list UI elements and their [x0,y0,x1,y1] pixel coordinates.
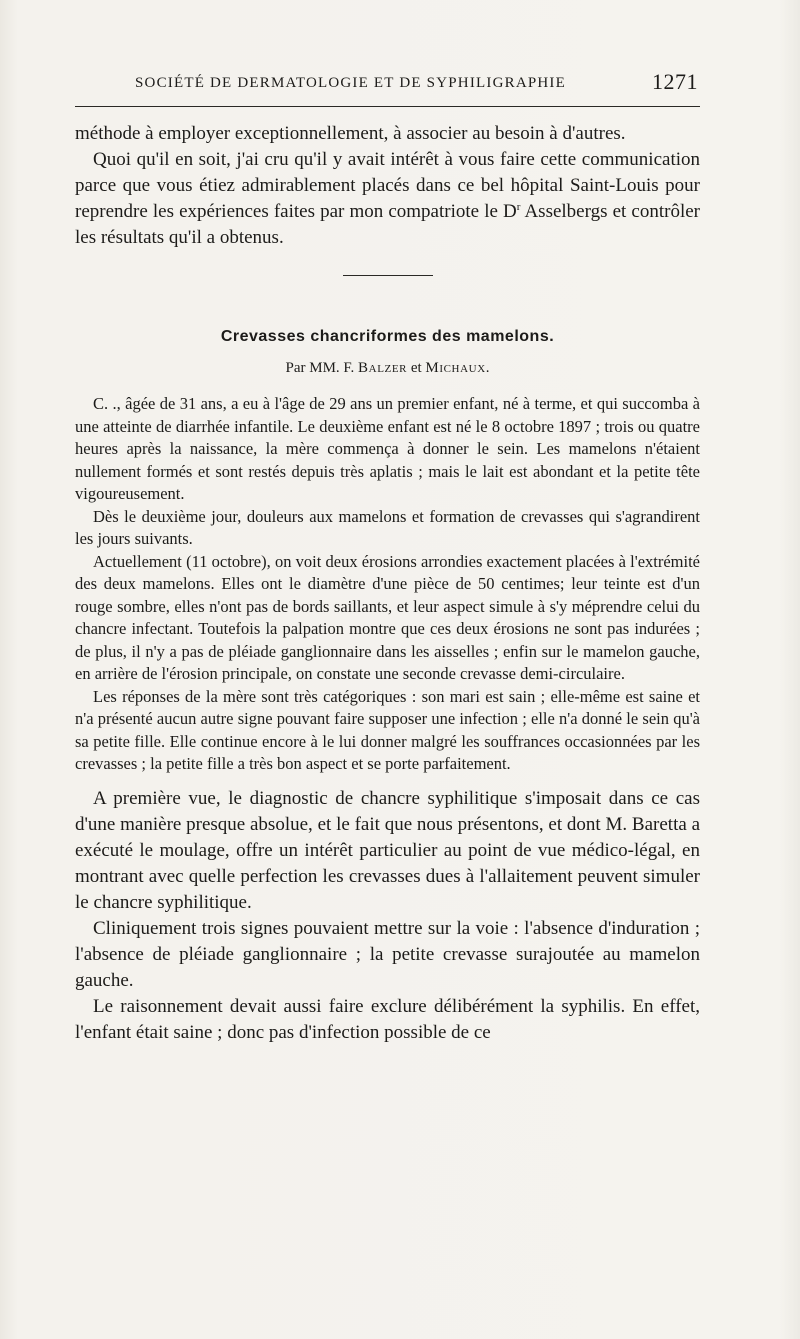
byline-and: et [407,360,426,376]
page-header [75,68,700,102]
case-paragraph: Actuellement (11 octobre), on voit deux érosions arrondies exactement placées à l'extrémité des deux mamelons. Elles ont le diamètre d'une pièce de 50 centimes; leur teinte est d'un rouge sombre, elles n'ont pas de bords saillants, et leur aspect simule à s'y méprendre celui du chancre infectant. Toutefois la palpation montre que ces deux érosions ne sont pas indurées ; de plus, il n'y a pas de pléiade ganglionnaire dans les aisselles ; enfin sur le mamelon gauche, en arrière de l'érosion principale, on constate une seconde crevasse demi-circulaire. [75,551,700,683]
case-paragraph: Dès le deuxième jour, douleurs aux mamelons et formation de crevasses qui s'agrandirent les jours suivants. [75,506,700,548]
article-title: Crevasses chancriformes des mamelons. [220,328,555,345]
intro-text: Quoi qu'il en soit, j'ai cru qu'il y avait intérêt à vous faire cette communication parce que vous étiez admirablement placés dans ce bel hôpital Saint-Louis pour reprendre les expériences faites par mon compatriote le D [75,149,700,222]
spacer [75,776,700,786]
discussion-paragraph: Cliniquement trois signes pouvaient mettre sur la voie : l'absence d'induration ; l'absence de pléiade ganglionnaire ; la petite crevasse surajoutée au mamelon gauche. [75,917,700,991]
intro-paragraph: méthode à employer exceptionnellement, à associer au besoin à d'autres. [75,123,626,144]
discussion-paragraph: A première vue, le diagnostic de chancre syphilitique s'imposait dans ce cas d'une manière presque absolue, et le fait que nous présentons, et dont M. Baretta a exécuté le moulage, offre un intérêt particulier au point de vue médico-légal, en montrant avec quelle perfection les crevasses dues à l'allaitement peuvent simuler le chancre syphilitique. [75,787,700,913]
intro-paragraph [75,147,700,251]
page-body [75,121,700,1046]
header-rule [75,106,700,107]
page-number: 1271 [652,69,698,94]
case-report [75,393,700,776]
discussion-paragraph: Le raisonnement devait aussi faire exclure délibérément la syphilis. En effet, l'enfant était saine ; donc pas d'infection possible de ce [75,995,700,1043]
superscript: r [516,201,521,213]
byline-prefix: Par MM. F. [285,360,359,376]
running-title: SOCIÉTÉ DE DERMATOLOGIE ET DE SYPHILIGRAPHIE [135,75,566,91]
intro-text: Asselbergs et contrôler les résultats qu'il a obtenus. [75,201,700,248]
case-paragraph: C. ., âgée de 31 ans, a eu à l'âge de 29 ans un premier enfant, né à terme, et qui succomba à une atteinte de diarrhée infantile. Le deuxième enfant est né le 8 octobre 1897 ; trois ou quatre heures après la naissance, la mère commença à donner le sein. Les mamelons n'étaient nullement formés et sont restés depuis très aplatis ; mais le lait est abondant et la petite tête vigoureusement. [75,394,700,503]
byline [75,360,700,377]
case-paragraph: Les réponses de la mère sont très catégoriques : son mari est sain ; elle-même est saine et n'a présenté aucun autre signe pouvant faire supposer une infection ; elle n'a donné le sein qu'à sa petite fille. Elle continue encore à le lui donner malgré les souffrances occasionnées par les crevasses ; la petite fille a très bon aspect et se porte parfaitement. [75,686,700,773]
section-separator [343,275,433,276]
discussion-section [75,786,700,1046]
intro-section [75,121,700,251]
byline-suffix: . [485,360,490,376]
author-name: Balzer [358,360,408,376]
author-name: Michaux [425,360,486,376]
